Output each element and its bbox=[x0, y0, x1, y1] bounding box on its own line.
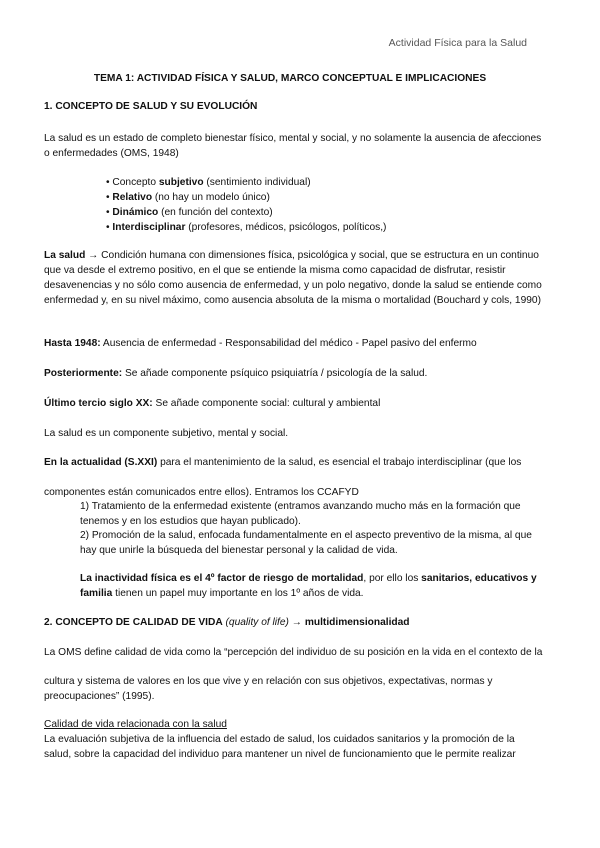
actualidad-paragraph: En la actualidad (S.XXI) para el mantenimiento de la salud, es esencial el trabajo interdisciplinar (que los bbox=[44, 457, 522, 468]
actualidad-item-1: 1) Tratamiento de la enfermedad existente (entramos avanzando mucho más en la formación que tenemos y en los estudios que hayan publicado). bbox=[80, 501, 521, 527]
salud-componente: La salud es un componente subjetivo, mental y social. bbox=[44, 428, 289, 439]
list-item: • Dinámico (en función del contexto) bbox=[106, 207, 273, 218]
actualidad-paragraph-cont: componentes están comunicados entre ellos). Entramos los CCAFYD bbox=[44, 487, 359, 498]
section-1-heading: 1. CONCEPTO DE SALUD Y SU EVOLUCIÓN bbox=[44, 101, 258, 112]
running-header: Actividad Física para la Salud bbox=[388, 37, 527, 49]
posteriormente-paragraph: Posteriormente: Se añade componente psíquico psiquiatría / psicología de la salud. bbox=[44, 368, 428, 379]
document-title: TEMA 1: ACTIVIDAD FÍSICA Y SALUD, MARCO CONCEPTUAL E IMPLICACIONES bbox=[93, 73, 487, 84]
list-item: • Interdisciplinar (profesores, médicos, psicólogos, políticos,) bbox=[106, 222, 387, 233]
oms-calidad-paragraph: La OMS define calidad de vida como la “percepción del individuo de su posición en la vida en el contexto de la bbox=[44, 647, 543, 658]
oms-calidad-paragraph-cont: cultura y sistema de valores en los que vive y en relación con sus objetivos, expectativas, normas y preocupaciones” (1995). bbox=[44, 676, 493, 702]
health-definition: La salud es un estado de completo bienestar físico, mental y social, y no solamente la ausencia de afecciones o enfermedades (OMS, 1948) bbox=[44, 133, 542, 159]
actualidad-item-2: 2) Promoción de la salud, enfocada fundamentalmente en el aspecto preventivo de la misma, al que hay que unirle la búsqueda del bienestar personal y la calidad de vida. bbox=[80, 530, 532, 556]
salud-paragraph: La salud → Condición humana con dimensiones física, psicológica y social, que se estructura en un continuo que va desde el extremo positivo, en el que se entiende la misma como capacidad de disfrutar, resistir desavenencias y no sólo como ausencia de enfermedad, y un polo negativo, donde la salud se entiende como enfermedad y, en su nivel máximo, como ausencia absoluta de la misma o mortalidad (Bouchard y cols, 1990) bbox=[44, 250, 542, 306]
section-2-heading: 2. CONCEPTO DE CALIDAD DE VIDA (quality of life) → multidimensionalidad bbox=[44, 617, 410, 628]
hasta-1948-paragraph: Hasta 1948: Ausencia de enfermedad - Responsabilidad del médico - Papel pasivo del enfermo bbox=[44, 338, 477, 349]
cvrs-subheading: Calidad de vida relacionada con la salud bbox=[44, 719, 227, 730]
list-item: • Relativo (no hay un modelo único) bbox=[106, 192, 270, 203]
inactividad-paragraph: La inactividad física es el 4º factor de riesgo de mortalidad, por ello los sanitarios, educativos y familia tienen un papel muy importante en los 1º años de vida. bbox=[80, 573, 537, 599]
ultimo-tercio-paragraph: Último tercio siglo XX: Se añade componente social: cultural y ambiental bbox=[44, 398, 381, 409]
health-traits-list bbox=[106, 175, 536, 235]
list-item: • Concepto subjetivo (sentimiento individual) bbox=[106, 177, 311, 188]
cvrs-paragraph: La evaluación subjetiva de la influencia del estado de salud, los cuidados sanitarios y la promoción de la salud, sobre la capacidad del individuo para mantener un nivel de funcionamiento que le permite realizar bbox=[44, 734, 516, 760]
